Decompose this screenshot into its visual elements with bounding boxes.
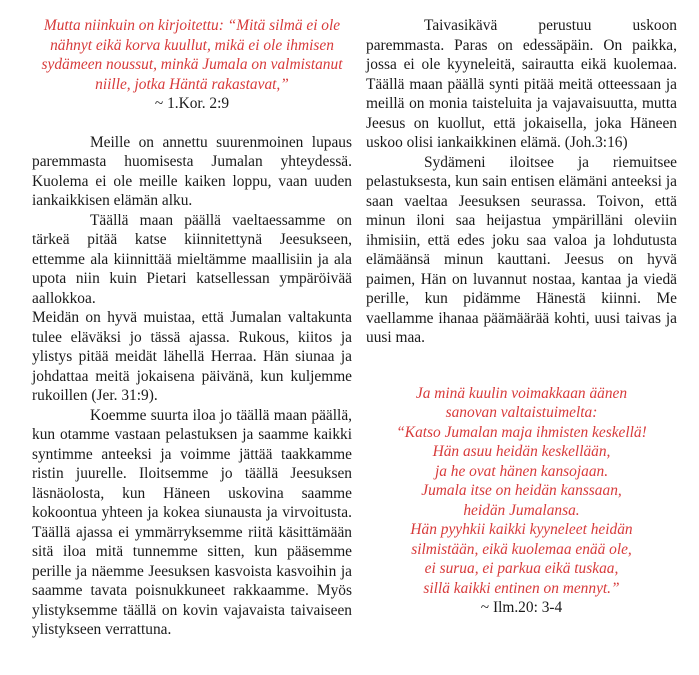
paragraph: Meidän on hyvä muistaa, että Jumalan valtakunta tulee eläväksi jo tässä ajassa. Rukous, kiitos ja ylistys pitää meidät lähellä Herraa. Hän siunaa ja johdattaa meitä jokaisena päivänä, kun kuljemme rukoillen (Jer. 31:9). [32,309,352,404]
quote-line: heidän Jumalansa. [463,501,580,519]
opening-quote-reference: ~ 1.Kor. 2:9 [154,95,230,112]
spacer [32,114,352,133]
quote-line: sillä kaikki entinen on mennyt.” [423,579,620,597]
spacer [366,348,677,366]
paragraph: Täällä maan päällä vaeltaessamme on tärkeä pitää katse kiinnitettynä Jeesukseen, ettemme ala kiinnittää mieltämme maallisiin ja ala upota niin kuin Pietari katsellessan ympäröivää aallokkoa. [32,211,352,307]
paragraph: Sydämeni iloitsee ja riemuitsee pelastuksesta, kun sain entisen elämäni anteeksi ja saan vaeltaa Jeesuksen seurassa. Toivon, että minun iloni saa heijastua ympärilläni oleviin ihmisiin, että edes joku saa valoa ja lohdutusta elämäänsä minun kauttani. Jeesus on hyvä paimen, Hän on luvannut nostaa, kantaa ja viedä perille, kun pidämme Hänestä kiinni. Me vaellamme ihanaa päämäärää kohti, uusi taivas ja uusi maa. [366,153,677,346]
quote-line: Ja minä kuulin voimakkaan äänen [415,384,628,402]
quote-line: Hän asuu heidän keskellään, [432,443,611,460]
spacer [366,366,677,384]
paragraph: Meille on annettu suurenmoinen lupaus paremmasta huomisesta Jumalan yhteydessä. Kuolema ei ole meille kaiken loppu, vaan uuden iankaikkisen elämän alku. [32,133,352,209]
quote-line: sanovan valtaistuimelta: [445,404,598,421]
right-column [366,16,677,618]
quote-line: silmistään, eikä kuolemaa enää ole, [411,540,632,558]
closing-quote [366,384,677,599]
quote-line: “Katso Jumalan maja ihmisten keskellä! [396,423,647,441]
quote-line: ei surua, ei parkua eikä tuskaa, [424,560,619,577]
quote-line: Hän pyyhkii kaikki kyyneleet heidän [410,521,633,538]
quote-line: Jumala itse on heidän kanssaan, [421,482,622,499]
opening-quote: Mutta niinkuin on kirjoitettu: “Mitä silmä ei ole nähnyt eikä korva kuullut, mikä ei ole ihmisen sydämeen noussut, minkä Jumala on valmistanut niille, jotka Häntä rakastavat,” [41,17,343,93]
left-column [32,16,352,640]
closing-quote-reference: ~ Ilm.20: 3-4 [480,599,563,616]
paragraph: Koemme suurta iloa jo täällä maan päällä, kun otamme vastaan pelastuksen ja saamme kaikki syntimme anteeksi ja voimme jättää taakkamme ristin juurelle. Iloitsemme jo täällä Jeesuksen läsnäolosta, kun Häneen uskovina saamme kokoontua yhteen ja kokea siunausta ja virvoitusta. Täällä ajassa ei ymmärryksemme riitä käsittämään sitä iloa mitä tunnemme sitten, kun pääsemme perille ja näemme Jeesuksen kasvoista kasvoihin ja saamme tavata poisnukkuneet rakkaamme. Myös ylistyksemme täällä on kovin vajavaista taivaiseen ylistykseen verrattuna. [32,406,352,638]
paragraph: Taivasikävä perustuu uskoon paremmasta. Paras on edessäpäin. On paikka, jossa ei ole kyyneleitä, sairautta eikä kuolemaa. Täällä maan päällä synti pitää meitä otteessaan ja meillä on monia taisteluita ja vajavaisuutta, mutta Jeesus on kuollut, että jokaisella, joka Häneen uskoo olisi iankaikkinen elämä. (Joh.3:16) [366,17,677,151]
quote-line: ja he ovat hänen kansojaan. [434,462,609,480]
